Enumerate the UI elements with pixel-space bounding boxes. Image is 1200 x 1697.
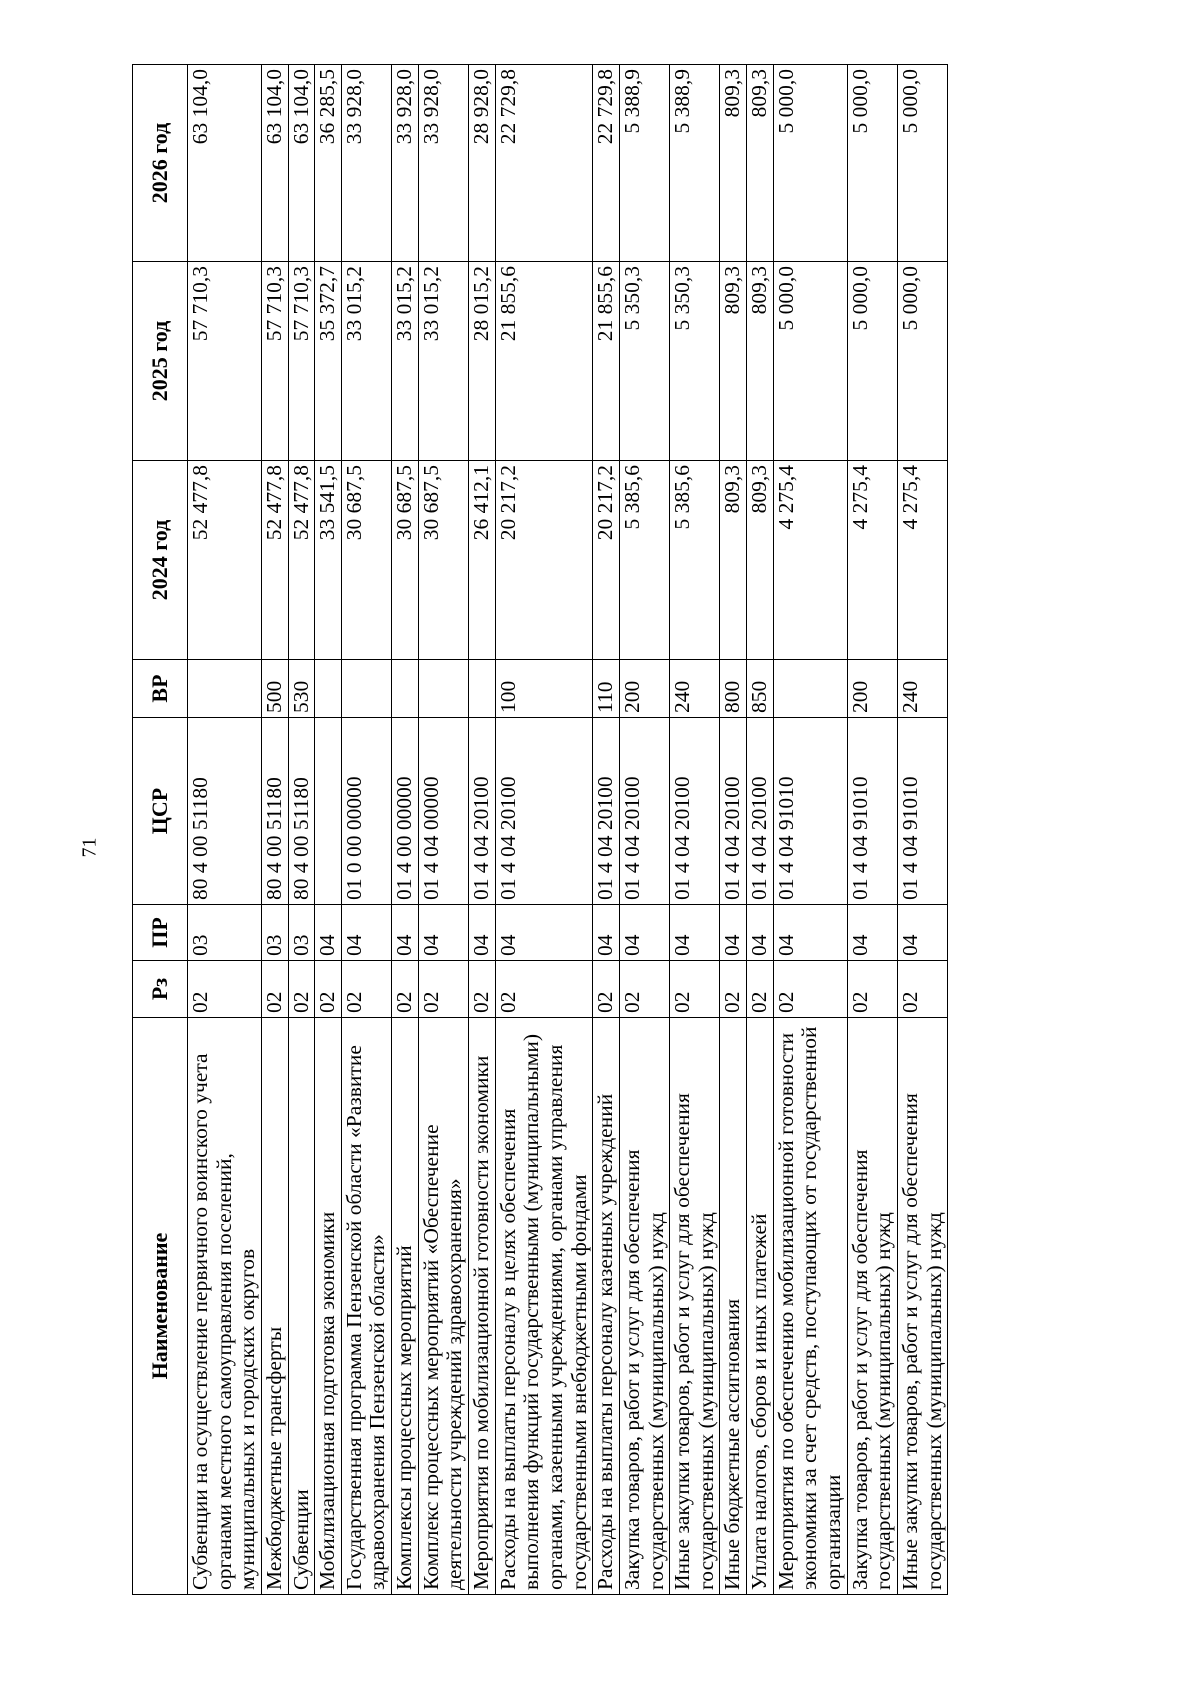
cell-2026: 28 928,0 [469, 65, 496, 262]
cell-csr: 01 4 04 91010 [847, 718, 897, 905]
cell-csr: 01 4 04 00000 [418, 718, 468, 905]
cell-csr [315, 718, 342, 905]
cell-vr [773, 660, 847, 718]
cell-vr: 100 [495, 660, 593, 718]
cell-2026: 63 104,0 [261, 65, 288, 262]
cell-name: Субвенции на осуществление первичного воинского учета органами местного самоуправления поселений, муниципальных и городских округов [188, 1018, 262, 1595]
cell-pr: 04 [773, 905, 847, 961]
table-body [188, 65, 948, 1595]
cell-2024: 52 477,8 [261, 461, 288, 660]
cell-pr: 04 [341, 905, 391, 961]
cell-vr: 240 [897, 660, 947, 718]
cell-pr: 03 [288, 905, 315, 961]
rotated-table-container [132, 65, 1020, 1595]
cell-2026: 5 000,0 [847, 65, 897, 262]
table-row [897, 65, 947, 1595]
cell-vr: 850 [747, 660, 774, 718]
cell-2026: 63 104,0 [288, 65, 315, 262]
cell-2025: 33 015,2 [418, 262, 468, 461]
cell-rz: 02 [469, 961, 496, 1018]
cell-rz: 02 [288, 961, 315, 1018]
cell-2026: 809,3 [747, 65, 774, 262]
cell-vr: 200 [847, 660, 897, 718]
cell-2024: 30 687,5 [418, 461, 468, 660]
table-row [670, 65, 720, 1595]
cell-pr: 04 [720, 905, 747, 961]
cell-vr: 500 [261, 660, 288, 718]
cell-vr [341, 660, 391, 718]
cell-2026: 33 928,0 [418, 65, 468, 262]
header-2025: 2025 год [133, 262, 188, 461]
cell-2025: 5 000,0 [897, 262, 947, 461]
cell-vr: 530 [288, 660, 315, 718]
table-row [619, 65, 669, 1595]
cell-2025: 809,3 [720, 262, 747, 461]
table-row [847, 65, 897, 1595]
cell-rz: 02 [188, 961, 262, 1018]
header-2026: 2026 год [133, 65, 188, 262]
cell-name: Закупка товаров, работ и услуг для обеспечения государственных (муниципальных) нужд [847, 1018, 897, 1595]
cell-2024: 30 687,5 [341, 461, 391, 660]
cell-2024: 52 477,8 [188, 461, 262, 660]
cell-2026: 22 729,8 [495, 65, 593, 262]
cell-pr: 04 [495, 905, 593, 961]
table-header-row [133, 65, 188, 1595]
cell-2024: 33 541,5 [315, 461, 342, 660]
cell-pr: 04 [593, 905, 620, 961]
cell-rz: 02 [315, 961, 342, 1018]
cell-vr [469, 660, 496, 718]
cell-name: Расходы на выплаты персоналу в целях обеспечения выполнения функций государственными (муниципальными) органами, казенными учреждениями, органами управления государственными внебюджетными фондами [495, 1018, 593, 1595]
cell-pr: 04 [670, 905, 720, 961]
cell-pr: 04 [619, 905, 669, 961]
cell-2025: 57 710,3 [188, 262, 262, 461]
cell-csr: 01 4 04 20100 [593, 718, 620, 905]
table-row [315, 65, 342, 1595]
cell-2025: 33 015,2 [341, 262, 391, 461]
cell-2026: 5 388,9 [670, 65, 720, 262]
cell-2026: 22 729,8 [593, 65, 620, 262]
cell-csr: 80 4 00 51180 [261, 718, 288, 905]
cell-2024: 20 217,2 [495, 461, 593, 660]
cell-csr: 01 4 04 20100 [619, 718, 669, 905]
header-2024: 2024 год [133, 461, 188, 660]
cell-2024: 20 217,2 [593, 461, 620, 660]
table-row [593, 65, 620, 1595]
cell-name: Расходы на выплаты персоналу казенных учреждений [593, 1018, 620, 1595]
cell-2026: 63 104,0 [188, 65, 262, 262]
table-row [720, 65, 747, 1595]
cell-2026: 5 000,0 [773, 65, 847, 262]
table-row [418, 65, 468, 1595]
cell-name: Иные закупки товаров, работ и услуг для обеспечения государственных (муниципальных) нужд [897, 1018, 947, 1595]
cell-2024: 52 477,8 [288, 461, 315, 660]
cell-name: Закупка товаров, работ и услуг для обеспечения государственных (муниципальных) нужд [619, 1018, 669, 1595]
cell-2024: 26 412,1 [469, 461, 496, 660]
cell-rz: 02 [619, 961, 669, 1018]
cell-vr: 240 [670, 660, 720, 718]
header-rz: Рз [133, 961, 188, 1018]
cell-2024: 5 385,6 [670, 461, 720, 660]
cell-csr: 01 4 00 00000 [392, 718, 419, 905]
cell-csr: 01 4 04 20100 [495, 718, 593, 905]
cell-pr: 04 [315, 905, 342, 961]
cell-vr [418, 660, 468, 718]
cell-pr: 04 [469, 905, 496, 961]
cell-2024: 5 385,6 [619, 461, 669, 660]
table-row [188, 65, 262, 1595]
table-row [495, 65, 593, 1595]
cell-csr: 80 4 00 51180 [188, 718, 262, 905]
cell-rz: 02 [670, 961, 720, 1018]
cell-pr: 04 [392, 905, 419, 961]
header-csr: ЦСР [133, 718, 188, 905]
cell-rz: 02 [392, 961, 419, 1018]
cell-name: Субвенции [288, 1018, 315, 1595]
table-row [288, 65, 315, 1595]
cell-csr: 01 4 04 20100 [670, 718, 720, 905]
cell-pr: 04 [418, 905, 468, 961]
table-row [341, 65, 391, 1595]
cell-csr: 01 0 00 00000 [341, 718, 391, 905]
cell-vr: 110 [593, 660, 620, 718]
cell-2025: 809,3 [747, 262, 774, 461]
cell-csr: 01 4 04 91010 [773, 718, 847, 905]
table-row [469, 65, 496, 1595]
cell-rz: 02 [495, 961, 593, 1018]
cell-name: Уплата налогов, сборов и иных платежей [747, 1018, 774, 1595]
page-number: 71 [78, 837, 101, 858]
cell-2024: 809,3 [747, 461, 774, 660]
cell-rz: 02 [261, 961, 288, 1018]
cell-csr: 01 4 04 20100 [720, 718, 747, 905]
cell-name: Мобилизационная подготовка экономики [315, 1018, 342, 1595]
cell-csr: 01 4 04 20100 [747, 718, 774, 905]
cell-rz: 02 [773, 961, 847, 1018]
cell-2025: 21 855,6 [495, 262, 593, 461]
cell-name: Комплексы процессных мероприятий [392, 1018, 419, 1595]
cell-2026: 33 928,0 [392, 65, 419, 262]
cell-pr: 04 [897, 905, 947, 961]
cell-vr [188, 660, 262, 718]
cell-2024: 30 687,5 [392, 461, 419, 660]
header-name: Наименование [133, 1018, 188, 1595]
cell-name: Мероприятия по обеспечению мобилизационной готовности экономики за счет средств, поступающих от государственной организации [773, 1018, 847, 1595]
cell-2025: 5 000,0 [847, 262, 897, 461]
cell-pr: 04 [847, 905, 897, 961]
table-row [773, 65, 847, 1595]
header-vr: ВР [133, 660, 188, 718]
cell-csr: 01 4 04 20100 [469, 718, 496, 905]
cell-2025: 35 372,7 [315, 262, 342, 461]
cell-rz: 02 [847, 961, 897, 1018]
cell-2026: 36 285,5 [315, 65, 342, 262]
cell-rz: 02 [593, 961, 620, 1018]
cell-vr [315, 660, 342, 718]
cell-vr: 200 [619, 660, 669, 718]
header-pr: ПР [133, 905, 188, 961]
cell-2025: 33 015,2 [392, 262, 419, 461]
cell-name: Иные бюджетные ассигнования [720, 1018, 747, 1595]
cell-2026: 33 928,0 [341, 65, 391, 262]
cell-2025: 28 015,2 [469, 262, 496, 461]
budget-table [132, 64, 948, 1595]
cell-2026: 5 388,9 [619, 65, 669, 262]
cell-name: Иные закупки товаров, работ и услуг для обеспечения государственных (муниципальных) нужд [670, 1018, 720, 1595]
cell-pr: 03 [188, 905, 262, 961]
cell-2025: 5 350,3 [619, 262, 669, 461]
cell-rz: 02 [897, 961, 947, 1018]
cell-2024: 4 275,4 [847, 461, 897, 660]
cell-csr: 80 4 00 51180 [288, 718, 315, 905]
cell-name: Межбюджетные трансферты [261, 1018, 288, 1595]
cell-2025: 5 350,3 [670, 262, 720, 461]
cell-2026: 809,3 [720, 65, 747, 262]
cell-2025: 21 855,6 [593, 262, 620, 461]
table-row [392, 65, 419, 1595]
table-row [747, 65, 774, 1595]
cell-2024: 809,3 [720, 461, 747, 660]
cell-vr: 800 [720, 660, 747, 718]
cell-rz: 02 [341, 961, 391, 1018]
cell-name: Государственная программа Пензенской области «Развитие здравоохранения Пензенской области» [341, 1018, 391, 1595]
cell-pr: 04 [747, 905, 774, 961]
cell-2025: 57 710,3 [288, 262, 315, 461]
cell-2026: 5 000,0 [897, 65, 947, 262]
cell-name: Мероприятия по мобилизационной готовности экономики [469, 1018, 496, 1595]
cell-rz: 02 [418, 961, 468, 1018]
cell-2025: 57 710,3 [261, 262, 288, 461]
cell-rz: 02 [720, 961, 747, 1018]
cell-2024: 4 275,4 [897, 461, 947, 660]
cell-pr: 03 [261, 905, 288, 961]
cell-csr: 01 4 04 91010 [897, 718, 947, 905]
table-row [261, 65, 288, 1595]
cell-vr [392, 660, 419, 718]
cell-2025: 5 000,0 [773, 262, 847, 461]
cell-2024: 4 275,4 [773, 461, 847, 660]
cell-name: Комплекс процессных мероприятий «Обеспечение деятельности учреждений здравоохранения» [418, 1018, 468, 1595]
cell-rz: 02 [747, 961, 774, 1018]
